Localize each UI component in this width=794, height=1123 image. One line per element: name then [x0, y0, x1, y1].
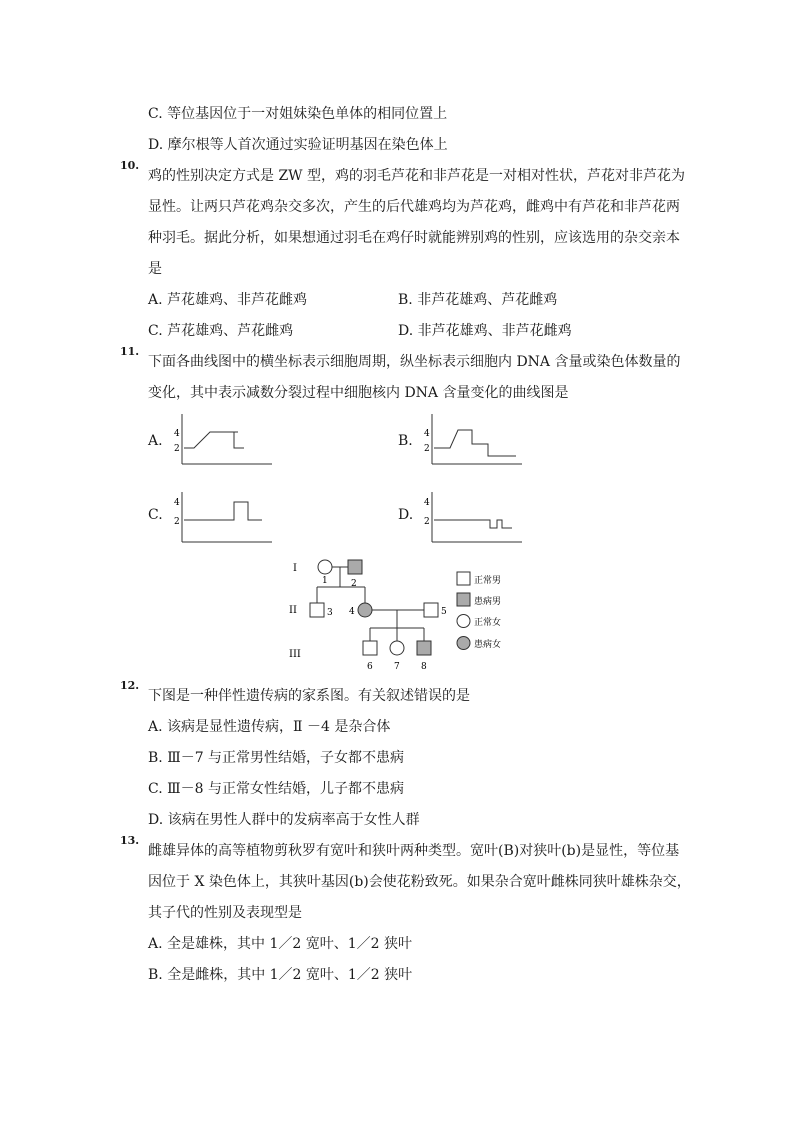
q11-option-d-label: D. [398, 507, 414, 523]
legend-normal-female-label: 正常女 [474, 618, 502, 628]
legend-affected-female-symbol [457, 637, 470, 650]
tick-label-2: 2 [174, 444, 180, 454]
q11-option-a-label: A. [148, 433, 163, 449]
q11-graph-d [422, 490, 527, 548]
q10-number: 10. [120, 159, 140, 172]
id-7: 7 [394, 662, 400, 672]
id-3: 3 [327, 608, 333, 618]
id-8: 8 [421, 662, 427, 672]
q12-option-a: A. 该病是显性遗传病，Ⅱ －4 是杂合体 [148, 719, 391, 735]
individual-5-normal-male [424, 603, 438, 617]
q11-number: 11. [120, 345, 140, 358]
q13-option-b: B. 全是雌株，其中 1／2 宽叶、1／2 狭叶 [148, 967, 413, 983]
q11-option-c-label: C. [148, 507, 163, 523]
individual-1-normal-female [318, 560, 332, 574]
legend-affected-female-label: 患病女 [474, 640, 502, 650]
tick-label-4: 4 [174, 498, 180, 508]
legend-normal-female-symbol [457, 615, 470, 628]
q13-stem-line-2: 因位于 X 染色体上，其狭叶基因(b)会使花粉致死。如果杂合宽叶雌株同狭叶雄株杂交， [148, 874, 691, 890]
tick-label-4: 4 [174, 429, 180, 439]
id-1: 1 [322, 576, 328, 586]
q11-option-b-label: B. [398, 433, 413, 449]
tick-label-2: 2 [174, 517, 180, 527]
q10-option-c: C. 芦花雄鸡、芦花雌鸡 [148, 323, 294, 339]
q10-stem-line-2: 显性。让两只芦花鸡杂交多次，产生的后代雄鸡均为芦花鸡，雌鸡中有芦花和非芦花两 [148, 199, 680, 215]
q11-graph-a [172, 412, 277, 470]
legend-affected-male-symbol [457, 593, 470, 606]
q12-option-c: C. Ⅲ－8 与正常女性结婚，儿子都不患病 [148, 781, 404, 797]
q10-option-d: D. 非芦花雄鸡、非芦花雌鸡 [398, 323, 572, 339]
generation-label-2: II [289, 605, 297, 616]
q9-option-c: C. 等位基因位于一对姐妹染色单体的相同位置上 [148, 106, 448, 122]
tick-label-4: 4 [424, 429, 430, 439]
q10-option-a: A. 芦花雄鸡、非芦花雌鸡 [148, 292, 308, 308]
dna-curve [184, 432, 244, 448]
q10-stem-line-3: 种羽毛。据此分析，如果想通过羽毛在鸡仔时就能辨别鸡的性别，应该选用的杂交亲本 [148, 230, 680, 246]
individual-7-normal-female [390, 641, 404, 655]
individual-4-affected-female [358, 603, 372, 617]
q13-number: 13. [120, 834, 140, 847]
legend-normal-male-label: 正常男 [474, 576, 502, 586]
id-4: 4 [349, 607, 355, 617]
q12-option-d: D. 该病在男性人群中的发病率高于女性人群 [148, 812, 420, 828]
individual-3-normal-male [310, 603, 324, 617]
q10-stem-line-4: 是 [148, 261, 162, 277]
individual-6-normal-male [363, 641, 377, 655]
generation-label-1: I [293, 563, 297, 574]
q13-stem-line-1: 雌雄异体的高等植物剪秋罗有宽叶和狭叶两种类型。宽叶(B)对狭叶(b)是显性，等位基 [148, 843, 680, 859]
q12-number: 12. [120, 679, 140, 692]
id-5: 5 [441, 607, 447, 617]
legend-normal-male-symbol [457, 572, 470, 585]
q9-option-d: D. 摩尔根等人首次通过实验证明基因在染色体上 [148, 137, 448, 153]
individual-2-affected-male [348, 560, 362, 574]
q10-option-b: B. 非芦花雄鸡、芦花雌鸡 [398, 292, 558, 308]
q11-stem-line-2: 变化，其中表示减数分裂过程中细胞核内 DNA 含量变化的曲线图是 [148, 385, 569, 401]
tick-label-4: 4 [424, 498, 430, 508]
q13-option-a: A. 全是雄株，其中 1／2 宽叶、1／2 狭叶 [148, 936, 412, 952]
q11-graph-c [172, 490, 277, 548]
tick-label-2: 2 [424, 517, 430, 527]
tick-label-2: 2 [424, 444, 430, 454]
q10-stem-line-1: 鸡的性别决定方式是 ZW 型，鸡的羽毛芦花和非芦花是一对相对性状，芦花对非芦花为 [148, 168, 686, 184]
individual-8-affected-male [417, 641, 431, 655]
pedigree-chart [285, 555, 525, 675]
chromosome-curve [184, 502, 262, 520]
id-2: 2 [351, 579, 357, 589]
legend-affected-male-label: 患病男 [474, 597, 502, 607]
dna-curve [434, 430, 516, 456]
q11-stem-line-1: 下面各曲线图中的横坐标表示细胞周期，纵坐标表示细胞内 DNA 含量或染色体数量的 [148, 354, 681, 370]
generation-label-3: III [289, 649, 301, 660]
q12-stem: 下图是一种伴性遗传病的家系图。有关叙述错误的是 [148, 688, 470, 704]
id-6: 6 [367, 662, 373, 672]
q11-graph-b [422, 412, 527, 470]
dna-curve [434, 520, 512, 528]
q12-option-b: B. Ⅲ－7 与正常男性结婚，子女都不患病 [148, 750, 405, 766]
q13-stem-line-3: 其子代的性别及表现型是 [148, 905, 302, 921]
